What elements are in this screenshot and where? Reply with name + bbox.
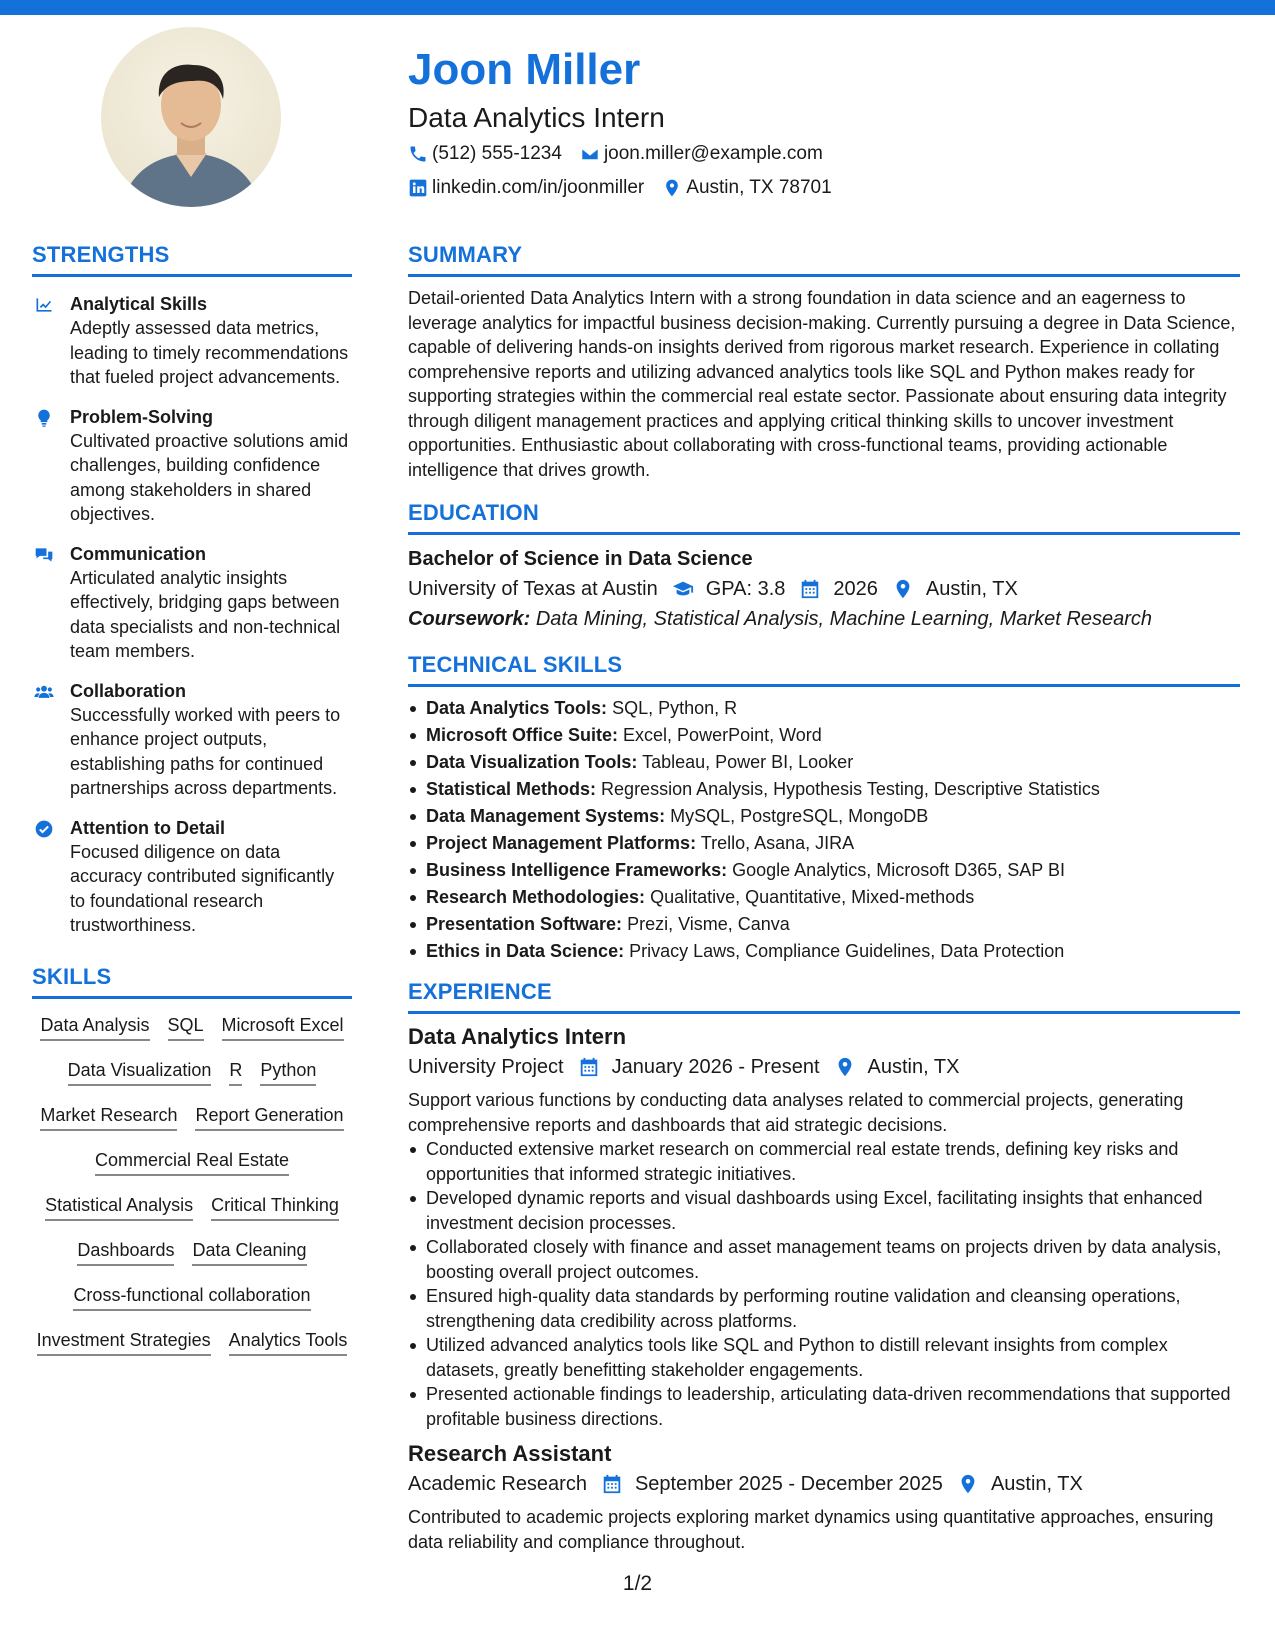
calendar-icon <box>601 1473 623 1495</box>
graduation-year: 2026 <box>799 574 878 604</box>
skill-chip: Data Cleaning <box>192 1238 306 1266</box>
job-description: Support various functions by conducting data analyses related to commercial projects, generating comprehensive reports and dashboards that aid strategic decisions. <box>408 1090 1184 1135</box>
experience-entry <box>408 1022 1240 1431</box>
job-title: Research Assistant <box>408 1441 612 1466</box>
lightbulb-icon <box>34 408 54 428</box>
skills-heading: SKILLS <box>32 963 112 989</box>
skill-chip: SQL <box>168 1013 204 1041</box>
location-contact <box>662 172 831 204</box>
job-meta <box>408 1052 1240 1082</box>
list-item: Business Intelligence Frameworks: Google Analytics, Microsoft D365, SAP BI <box>408 857 1240 884</box>
job-title: Data Analytics Intern <box>408 1024 627 1049</box>
experience-heading: EXPERIENCE <box>408 979 552 1004</box>
job-location: Austin, TX <box>957 1469 1083 1499</box>
list-item: Conducted extensive market research on commercial real estate trends, defining key risks and opportunities that informed strategic initiatives. <box>408 1137 1240 1186</box>
list-item: Project Management Platforms: Trello, Asana, JIRA <box>408 830 1240 857</box>
map-pin-icon <box>957 1473 979 1495</box>
list-item: Presentation Software: Prezi, Visme, Canva <box>408 911 1240 938</box>
strength-desc: Focused diligence on data accuracy contributed significantly to foundational research trustworthiness. <box>70 841 335 935</box>
envelope-icon <box>580 144 600 164</box>
job-description: Contributed to academic projects exploring market dynamics using quantitative approaches, ensuring data reliability and compliance throughout. <box>408 1507 1214 1552</box>
strengths-heading: STRENGTHS <box>32 242 170 267</box>
map-pin-icon <box>834 1056 856 1078</box>
calendar-icon <box>578 1056 600 1078</box>
summary-text: Detail-oriented Data Analytics Intern with a strong foundation in data science and an eagerness to leverage analytics for impactful business decision-making. Currently pursuing a degree in Data Science, capable of delivering hands-on insights derived from rigorous market research. Experience in collating comprehensive reports and utilizing advanced analytics tools like SQL and Python makes ready for supporting strategies within the commercial real estate sector. Passionate about ensuring data integrity through diligent management practices and applying critical thinking skills to uncover investment opportunities. Enthusiastic about collaborating with cross-functional teams, providing actionable intelligence that drives growth. <box>408 288 1236 480</box>
list-item: Collaborated closely with finance and asset management teams on projects driven by data analysis, boosting overall project outcomes. <box>408 1235 1240 1284</box>
skill-chip: Python <box>260 1058 316 1086</box>
list-item: Utilized advanced analytics tools like SQL and Python to distill relevant insights from complex datasets, greatly benefitting stakeholder engagements. <box>408 1333 1240 1382</box>
technical-skills-heading: TECHNICAL SKILLS <box>408 652 623 677</box>
technical-skills-list <box>408 695 1240 965</box>
linkedin-text: linkedin.com/in/joonmiller <box>432 177 645 198</box>
education-meta <box>408 574 1240 604</box>
graduation-cap-icon <box>672 578 694 600</box>
top-accent-bar <box>0 0 1275 15</box>
job-org: University Project <box>408 1056 564 1078</box>
section-divider <box>32 996 352 999</box>
comments-icon <box>34 545 54 565</box>
job-dates: January 2026 - Present <box>578 1052 820 1082</box>
page-number: 1/2 <box>622 1572 653 1595</box>
resume-header <box>408 42 1238 204</box>
strength-title: Communication <box>70 543 207 564</box>
list-item: Ethics in Data Science: Privacy Laws, Compliance Guidelines, Data Protection <box>408 938 1240 965</box>
experience-entry <box>408 1439 1240 1554</box>
calendar-icon <box>799 578 821 600</box>
skill-chip: Analytics Tools <box>229 1328 348 1356</box>
contact-row-1 <box>408 138 1238 170</box>
strength-desc: Adeptly assessed data metrics, leading to timely recommendations that fueled project advancements. <box>70 318 349 387</box>
list-item: Research Methodologies: Qualitative, Quantitative, Mixed-methods <box>408 884 1240 911</box>
skill-chip: Microsoft Excel <box>222 1013 344 1041</box>
strength-desc: Articulated analytic insights effectively, bridging gaps between data specialists and non-technical team members. <box>70 567 341 661</box>
section-divider <box>408 684 1240 687</box>
left-column <box>32 240 352 1356</box>
map-pin-icon <box>662 178 682 198</box>
list-item: Data Analytics Tools: SQL, Python, R <box>408 695 1240 722</box>
section-divider <box>408 274 1240 277</box>
location-text: Austin, TX 78701 <box>686 177 832 198</box>
summary-heading: SUMMARY <box>408 242 523 267</box>
job-meta <box>408 1469 1240 1499</box>
coursework: Coursework: Data Mining, Statistical Analysis, Machine Learning, Market Research <box>408 608 1153 630</box>
job-location: Austin, TX <box>834 1052 960 1082</box>
users-icon <box>34 682 54 702</box>
check-circle-icon <box>34 819 54 839</box>
skill-chip: Investment Strategies <box>37 1328 211 1356</box>
strength-item <box>32 816 352 938</box>
skill-chip: Market Research <box>40 1103 177 1131</box>
strength-title: Analytical Skills <box>70 294 208 314</box>
map-pin-icon <box>892 578 914 600</box>
linkedin-icon <box>408 178 428 198</box>
skills-list <box>32 1013 352 1356</box>
list-item: Data Visualization Tools: Tableau, Power BI, Looker <box>408 749 1240 776</box>
phone-contact[interactable] <box>408 138 562 170</box>
education-heading: EDUCATION <box>408 500 539 525</box>
skill-chip: Report Generation <box>195 1103 343 1131</box>
email-contact[interactable] <box>580 138 823 170</box>
job-dates: September 2025 - December 2025 <box>601 1469 943 1499</box>
list-item: Ensured high-quality data standards by performing routine validation and cleansing operations, strengthening data credibility across platforms. <box>408 1284 1240 1333</box>
strength-item <box>32 292 352 390</box>
list-item: Microsoft Office Suite: Excel, PowerPoint, Word <box>408 722 1240 749</box>
section-divider <box>32 274 352 277</box>
education-location: Austin, TX <box>892 574 1018 604</box>
degree-title: Bachelor of Science in Data Science <box>408 548 753 570</box>
candidate-title: Data Analytics Intern <box>408 102 665 133</box>
section-divider <box>408 532 1240 535</box>
contact-row-2 <box>408 172 1238 204</box>
phone-icon <box>408 144 428 164</box>
phone-text: (512) 555-1234 <box>432 143 562 164</box>
candidate-name: Joon Miller <box>408 45 641 94</box>
skill-chip: Cross-functional collaboration <box>73 1283 310 1311</box>
skill-chip: Data Analysis <box>40 1013 149 1041</box>
strength-item <box>32 679 352 801</box>
profile-photo <box>101 27 281 207</box>
right-column <box>408 240 1240 1554</box>
skill-chip: R <box>229 1058 242 1086</box>
gpa: GPA: 3.8 <box>672 574 786 604</box>
skill-chip: Critical Thinking <box>211 1193 339 1221</box>
strength-title: Attention to Detail <box>70 817 225 838</box>
strength-desc: Cultivated proactive solutions amid challenges, building confidence among stakeholders in shared objectives. <box>70 430 349 524</box>
list-item: Presented actionable findings to leadership, articulating data-driven recommendations that supported profitable business directions. <box>408 1382 1240 1431</box>
strength-title: Problem-Solving <box>70 406 214 427</box>
skill-chip: Data Visualization <box>68 1058 212 1086</box>
chart-line-icon <box>34 295 54 315</box>
job-bullets <box>408 1137 1240 1431</box>
skill-chip: Dashboards <box>77 1238 174 1266</box>
list-item: Statistical Methods: Regression Analysis, Hypothesis Testing, Descriptive Statistics <box>408 776 1240 803</box>
skill-chip: Statistical Analysis <box>45 1193 193 1221</box>
list-item: Data Management Systems: MySQL, PostgreSQL, MongoDB <box>408 803 1240 830</box>
list-item: Developed dynamic reports and visual dashboards using Excel, facilitating insights that enhanced investment decision processes. <box>408 1186 1240 1235</box>
strength-item <box>32 542 352 664</box>
linkedin-contact[interactable] <box>408 172 644 204</box>
school-name: University of Texas at Austin <box>408 578 658 600</box>
job-org: Academic Research <box>408 1473 587 1495</box>
section-divider <box>408 1011 1240 1014</box>
strength-title: Collaboration <box>70 680 186 701</box>
strength-desc: Successfully worked with peers to enhance project outputs, establishing paths for continued partnerships across departments. <box>70 704 341 798</box>
skill-chip: Commercial Real Estate <box>95 1148 289 1176</box>
strength-item <box>32 405 352 527</box>
email-text: joon.miller@example.com <box>603 143 823 164</box>
